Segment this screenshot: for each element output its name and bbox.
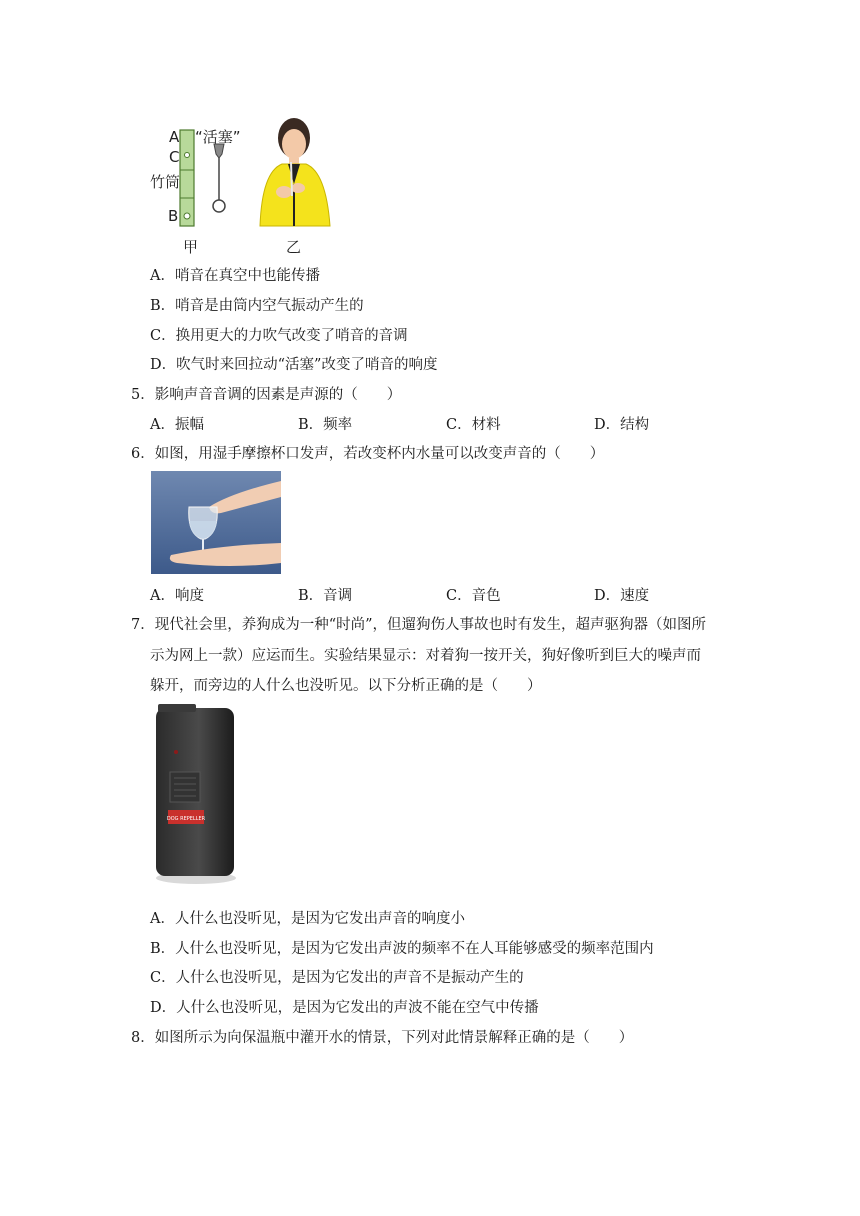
q5-option-c: C．材料 <box>446 417 501 433</box>
q7-option-c: C．人什么也没听见，是因为它发出的声音不是振动产生的 <box>150 970 524 986</box>
q7-stem-line-1: 7．现代社会里，养狗成为一种“时尚”，但遛狗伤人事故也时有发生，超声驱狗器（如图所 <box>131 617 707 633</box>
bamboo-tube <box>180 130 194 226</box>
label-jia: 甲 <box>183 238 199 256</box>
q4-option-b: B．哨音是由筒内空气振动产生的 <box>150 298 364 314</box>
label-A: A <box>169 128 180 146</box>
q6-option-a: A．响度 <box>150 588 204 604</box>
label-C: C <box>169 148 180 166</box>
q7-option-d: D．人什么也没听见，是因为它发出的声波不能在空气中传播 <box>150 1000 539 1016</box>
q8-stem: 8．如图所示为向保温瓶中灌开水的情景，下列对此情景解释正确的是（ ） <box>131 1030 634 1046</box>
q6-options <box>150 584 742 605</box>
q5-stem: 5．影响声音音调的因素是声源的（ ） <box>131 387 402 403</box>
q4-option-a: A．哨音在真空中也能传播 <box>150 268 320 284</box>
wine-glass-photo <box>151 471 281 574</box>
q7-stem-line-3: 躲开，而旁边的人什么也没听见。以下分析正确的是（ ） <box>150 678 542 694</box>
q5-option-b: B．频率 <box>298 417 353 433</box>
q4-option-d: D．吹气时来回拉动“活塞”改变了哨音的响度 <box>150 357 438 373</box>
q5-option-a: A．振幅 <box>150 417 204 433</box>
label-yi: 乙 <box>286 238 302 256</box>
dog-repeller-photo <box>150 700 242 892</box>
q5-option-d: D．结构 <box>594 417 650 433</box>
q7-stem-line-2: 示为网上一款）应运而生。实验结果显示：对着狗一按开关，狗好像听到巨大的噪声而 <box>150 648 701 664</box>
label-B: B <box>168 207 179 225</box>
girl-photo <box>260 118 330 226</box>
label-tube: 竹筒 <box>150 173 181 191</box>
device-label: DOG REPELLER <box>166 816 206 822</box>
q6-option-b: B．音调 <box>298 588 353 604</box>
q6-option-c: C．音色 <box>446 588 501 604</box>
label-piston: “活塞” <box>195 128 241 146</box>
q6-stem: 6．如图，用湿手摩擦杯口发声，若改变杯内水量可以改变声音的（ ） <box>131 446 605 462</box>
q4-option-c: C．换用更大的力吹气改变了哨音的音调 <box>150 328 408 344</box>
q7-option-a: A．人什么也没听见，是因为它发出声音的响度小 <box>150 911 465 927</box>
q6-option-d: D．速度 <box>594 588 650 604</box>
q5-options <box>150 413 742 434</box>
q7-option-b: B．人什么也没听见，是因为它发出声波的频率不在人耳能够感受的频率范围内 <box>150 941 654 957</box>
